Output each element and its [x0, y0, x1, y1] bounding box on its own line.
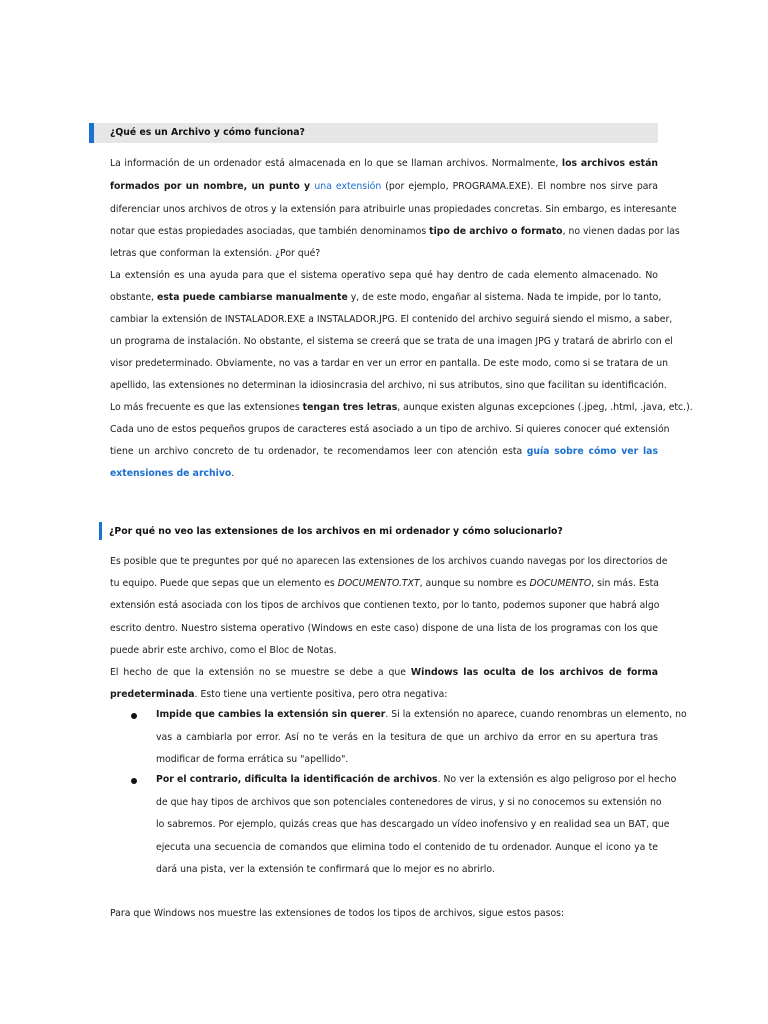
paragraph-line: [110, 336, 673, 348]
text-run: Cada uno de estos pequeños grupos de caracteres está asociado a un tipo de archivo. Si quieres conocer qué extensión: [110, 424, 670, 435]
text-run: ejecuta una secuencia de comandos que elimina todo el contenido de tu ordenador. Aunque el icono ya te: [156, 842, 658, 853]
inline-link[interactable]: guía sobre cómo ver las: [526, 446, 658, 457]
paragraph-line: [110, 623, 658, 635]
text-run: escrito dentro. Nuestro sistema operativo (Windows en este caso) dispone de una lista de los programas con los que: [110, 623, 658, 634]
text-run: notar que estas propiedades asociadas, que también denominamos: [110, 226, 430, 237]
paragraph-line: [110, 226, 680, 238]
text-run: extensión está asociada con los tipos de archivos que contienen texto, por lo tanto, podemos suponer que habrá algo: [110, 600, 660, 611]
text-run: Lo más frecuente es que las extensiones: [110, 402, 303, 413]
text-run: DOCUMENTO: [529, 578, 592, 589]
bullet-line: [156, 774, 677, 786]
text-run: lo sabremos. Por ejemplo, quizás creas que has descargado un vídeo inofensivo y en realidad sea un BAT, que: [156, 819, 670, 830]
bullet-dot: [131, 778, 137, 784]
paragraph-line: [110, 578, 658, 590]
text-run: tipo de archivo o formato: [429, 226, 563, 237]
bullet-line: [156, 732, 658, 744]
inline-link[interactable]: extensiones de archivo: [110, 468, 232, 479]
bullet-line: [156, 754, 658, 766]
paragraph-line: [110, 468, 658, 480]
text-run: puede abrir este archivo, como el Bloc de Notas.: [110, 645, 337, 656]
text-run: La extensión es una ayuda para que el sistema operativo sepa qué hay dentro de cada elemento almacenado. No: [110, 270, 658, 281]
paragraph-line: [110, 556, 668, 568]
text-run: , aunque su nombre es: [419, 578, 530, 589]
paragraph-line: [110, 292, 662, 304]
text-run: visor predeterminado. Obviamente, no vas a tardar en ver un error en pantalla. De este modo, como si se tratara de un: [110, 358, 668, 369]
text-run: letras que conforman la extensión. ¿Por qué?: [110, 248, 321, 259]
text-run: , sin más. Esta: [591, 578, 659, 589]
text-run: Para que Windows nos muestre las extensiones de todos los tipos de archivos, sigue estos pasos:: [110, 908, 565, 919]
text-run: cambiar la extensión de INSTALADOR.EXE a INSTALADOR.JPG. El contenido del archivo seguirá siendo el mismo, a saber,: [110, 314, 673, 325]
paragraph-line: [110, 645, 658, 657]
text-run: , aunque existen algunas excepciones (.jpeg, .html, .java, etc.).: [397, 402, 693, 413]
paragraph-line: [110, 204, 677, 216]
text-run: Impide que cambies la extensión sin querer: [156, 709, 386, 720]
text-run: . Esto tiene una vertiente positiva, pero otra negativa:: [194, 689, 448, 700]
bullet-dot: [131, 713, 137, 719]
text-run: tiene un archivo concreto de tu ordenador, te recomendamos leer con atención esta: [110, 446, 527, 457]
paragraph-line: [110, 600, 658, 612]
text-run: , no vienen dadas por las: [562, 226, 680, 237]
section-heading-bar: [89, 123, 658, 143]
text-run: tu equipo. Puede que sepas que un elemento es: [110, 578, 338, 589]
paragraph-line: [110, 689, 658, 701]
bullet-line: [156, 709, 687, 721]
text-run: vas a cambiarla por error. Así no te verás en la tesitura de que un archivo da error en su apertura tras: [156, 732, 658, 743]
text-run: obstante,: [110, 292, 157, 303]
section-heading-bar-2: [99, 522, 659, 540]
paragraph-line: [110, 402, 693, 414]
text-run: apellido, las extensiones no determinan la idiosincrasia del archivo, ni sus atributos, sino que facilitan su identificación.: [110, 380, 667, 391]
paragraph-line: [110, 158, 658, 170]
text-run: (por ejemplo, PROGRAMA.EXE). El nombre nos sirve para: [381, 181, 658, 192]
section-heading: ¿Qué es un Archivo y cómo funciona?: [110, 127, 305, 138]
paragraph-line: [110, 667, 658, 679]
text-run: Por el contrario, dificulta la identificación de archivos: [156, 774, 438, 785]
text-run: un programa de instalación. No obstante, el sistema se creerá que se trata de una imagen JPG y tratará de abrirlo con el: [110, 336, 673, 347]
paragraph-line: [110, 380, 667, 392]
text-run: DOCUMENTO.TXT: [337, 578, 420, 589]
text-run: diferenciar unos archivos de otros y la extensión para atribuirle unas propiedades concretas. Sin embargo, es interesante: [110, 204, 677, 215]
paragraph-line: [110, 248, 658, 260]
text-run: los archivos están: [561, 158, 658, 169]
text-run: . No ver la extensión es algo peligroso por el hecho: [437, 774, 677, 785]
text-run: y, de este modo, engañar al sistema. Nada te impide, por lo tanto,: [347, 292, 662, 303]
paragraph-line: [110, 446, 658, 458]
text-run: predeterminada: [110, 689, 195, 700]
text-run: modificar de forma errática su "apellido".: [156, 754, 349, 765]
inline-link[interactable]: una extensión: [314, 181, 382, 192]
paragraph-line: [110, 908, 658, 920]
text-run: Windows las oculta de los archivos de forma: [410, 667, 658, 678]
text-run: El hecho de que la extensión no se muestre se debe a que: [110, 667, 411, 678]
paragraph-line: [110, 424, 670, 436]
text-run: tengan tres letras: [302, 402, 398, 413]
text-run: esta puede cambiarse manualmente: [156, 292, 348, 303]
paragraph-line: [110, 270, 658, 282]
paragraph-line: [110, 358, 668, 370]
paragraph-line: [110, 314, 673, 326]
bullet-line: [156, 864, 658, 876]
text-run: .: [231, 468, 235, 479]
bullet-line: [156, 842, 658, 854]
bullet-line: [156, 797, 662, 809]
text-run: formados por un nombre, un punto y: [110, 181, 315, 192]
text-run: Es posible que te preguntes por qué no aparecen las extensiones de los archivos cuando navegas por los directorios de: [110, 556, 668, 567]
text-run: . Si la extensión no aparece, cuando renombras un elemento, no: [385, 709, 687, 720]
text-run: dará una pista, ver la extensión te confirmará que lo mejor es no abrirlo.: [156, 864, 495, 875]
paragraph-line: [110, 181, 658, 193]
text-run: de que hay tipos de archivos que son potenciales contenedores de virus, y si no conocemos su extensión no: [156, 797, 662, 808]
bullet-line: [156, 819, 670, 831]
section-heading-2: ¿Por qué no veo las extensiones de los archivos en mi ordenador y cómo solucionarlo?: [109, 526, 563, 537]
text-run: La información de un ordenador está almacenada en lo que se llaman archivos. Normalmente,: [110, 158, 562, 169]
